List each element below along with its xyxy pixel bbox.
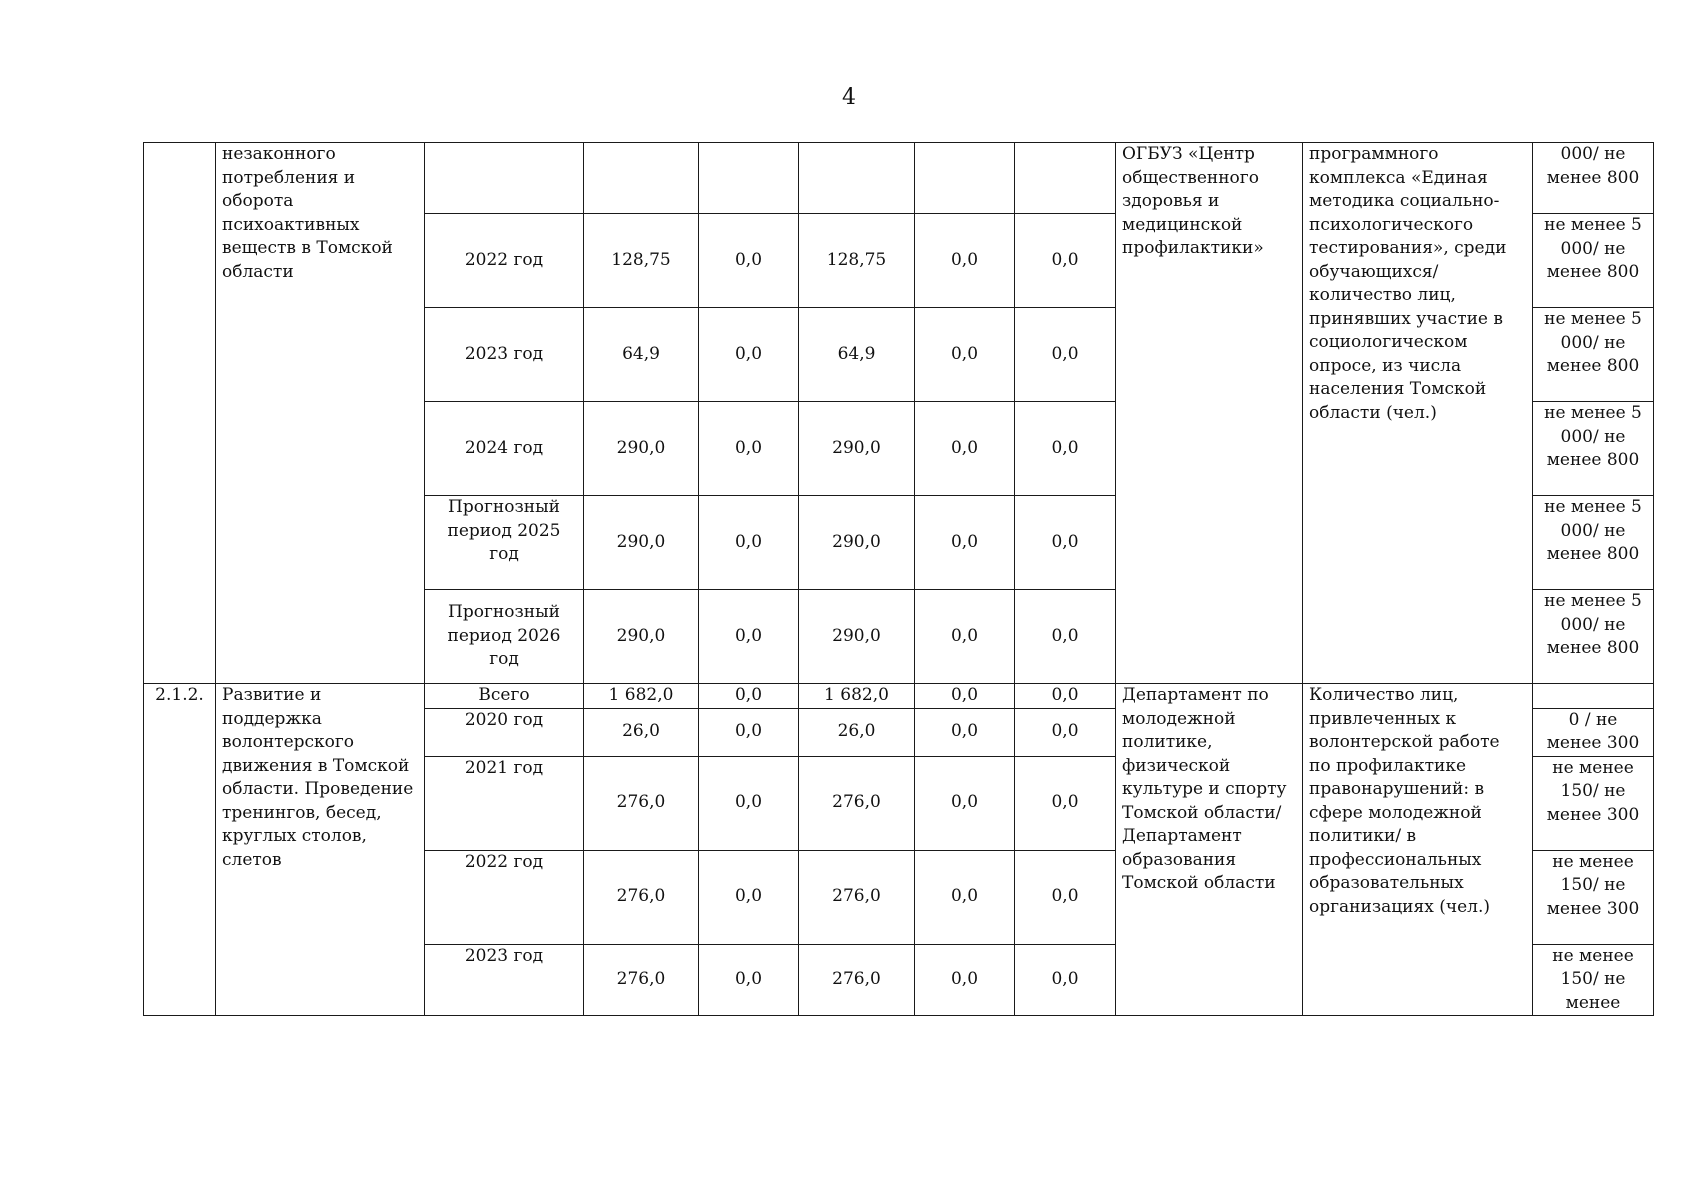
value-cell: 0,0 (699, 708, 799, 756)
value-cell: 276,0 (799, 756, 915, 850)
indicator-value-cell: не менее 5 000/ не менее 800 (1533, 590, 1654, 684)
value-cell: 0,0 (1015, 756, 1116, 850)
value-cell (699, 143, 799, 214)
total-cell: 290,0 (584, 496, 699, 590)
value-cell: 276,0 (799, 850, 915, 944)
value-cell: 0,0 (699, 496, 799, 590)
indicator-cell: программного комплекса «Единая методика социально-психологического тестирования», среди обучающихся/ количество лиц, принявших участие в социологическом опросе, из числа населения Томской области (чел.) (1303, 143, 1533, 684)
indicator-cell: Количество лиц, привлеченных к волонтерской работе по профилактике правонарушений: в сфере молодежной политики/ в профессиональных образовательных организациях (чел.) (1303, 684, 1533, 1016)
total-cell: 26,0 (584, 708, 699, 756)
indicator-value-cell: не менее 150/ не менее 300 (1533, 850, 1654, 944)
value-cell: 0,0 (1015, 214, 1116, 308)
value-cell (799, 143, 915, 214)
number-cell (144, 143, 216, 684)
value-cell: 0,0 (1015, 708, 1116, 756)
value-cell: 290,0 (799, 402, 915, 496)
value-cell: 0,0 (915, 402, 1015, 496)
value-cell: 0,0 (699, 756, 799, 850)
value-cell: 0,0 (699, 944, 799, 1016)
year-cell (425, 143, 584, 214)
value-cell: 276,0 (799, 944, 915, 1016)
year-cell: 2020 год (425, 708, 584, 756)
year-cell: 2022 год (425, 214, 584, 308)
value-cell: 0,0 (1015, 590, 1116, 684)
value-cell: 0,0 (699, 308, 799, 402)
value-cell: 0,0 (915, 214, 1015, 308)
program-measures-table (143, 142, 1654, 1016)
value-cell: 1 682,0 (799, 684, 915, 709)
value-cell: 0,0 (699, 214, 799, 308)
total-cell: 276,0 (584, 850, 699, 944)
value-cell: 0,0 (699, 402, 799, 496)
value-cell: 0,0 (1015, 850, 1116, 944)
indicator-value-cell: не менее 5 000/ не менее 800 (1533, 214, 1654, 308)
indicator-value-cell: не менее 5 000/ не менее 800 (1533, 496, 1654, 590)
value-cell: 290,0 (799, 496, 915, 590)
value-cell: 0,0 (915, 590, 1015, 684)
year-cell: 2023 год (425, 944, 584, 1016)
total-cell: 290,0 (584, 402, 699, 496)
year-cell: Прогнозный период 2026 год (425, 590, 584, 684)
table-row (144, 143, 1654, 214)
measure-name-cell: Развитие и поддержка волонтерского движения в Томской области. Проведение тренингов, бесед, круглых столов, слетов (216, 684, 425, 1016)
value-cell: 0,0 (1015, 308, 1116, 402)
total-cell: 276,0 (584, 944, 699, 1016)
year-cell: Прогнозный период 2025 год (425, 496, 584, 590)
indicator-value-cell: не менее 150/ не менее 300 (1533, 756, 1654, 850)
value-cell: 290,0 (799, 590, 915, 684)
indicator-value-cell: не менее 5 000/ не менее 800 (1533, 402, 1654, 496)
total-cell: 64,9 (584, 308, 699, 402)
year-cell: 2024 год (425, 402, 584, 496)
number-cell: 2.1.2. (144, 684, 216, 1016)
year-cell: 2022 год (425, 850, 584, 944)
value-cell: 0,0 (915, 496, 1015, 590)
page-number: 4 (842, 85, 856, 110)
value-cell: 128,75 (799, 214, 915, 308)
value-cell: 0,0 (915, 756, 1015, 850)
value-cell: 0,0 (1015, 402, 1116, 496)
value-cell: 0,0 (915, 944, 1015, 1016)
year-cell: Всего (425, 684, 584, 709)
value-cell: 0,0 (915, 684, 1015, 709)
indicator-value-cell (1533, 684, 1654, 709)
value-cell: 0,0 (915, 308, 1015, 402)
value-cell: 0,0 (915, 850, 1015, 944)
value-cell (584, 143, 699, 214)
value-cell: 0,0 (1015, 496, 1116, 590)
executor-cell: Департамент по молодежной политике, физической культуре и спорту Томской области/ Департамент образования Томской области (1116, 684, 1303, 1016)
year-cell: 2023 год (425, 308, 584, 402)
value-cell: 0,0 (915, 708, 1015, 756)
indicator-value-cell: 000/ не менее 800 (1533, 143, 1654, 214)
executor-cell: ОГБУЗ «Центр общественного здоровья и медицинской профилактики» (1116, 143, 1303, 684)
total-cell: 290,0 (584, 590, 699, 684)
value-cell: 0,0 (1015, 944, 1116, 1016)
value-cell: 64,9 (799, 308, 915, 402)
total-cell: 1 682,0 (584, 684, 699, 709)
total-cell: 276,0 (584, 756, 699, 850)
table-row (144, 684, 1654, 709)
value-cell (1015, 143, 1116, 214)
value-cell: 0,0 (699, 850, 799, 944)
value-cell: 0,0 (699, 684, 799, 709)
total-cell: 128,75 (584, 214, 699, 308)
value-cell: 26,0 (799, 708, 915, 756)
measure-name-cell: незаконного потребления и оборота психоактивных веществ в Томской области (216, 143, 425, 684)
indicator-value-cell: не менее 150/ не менее (1533, 944, 1654, 1016)
value-cell: 0,0 (699, 590, 799, 684)
indicator-value-cell: не менее 5 000/ не менее 800 (1533, 308, 1654, 402)
year-cell: 2021 год (425, 756, 584, 850)
value-cell (915, 143, 1015, 214)
indicator-value-cell: 0 / не менее 300 (1533, 708, 1654, 756)
value-cell: 0,0 (1015, 684, 1116, 709)
